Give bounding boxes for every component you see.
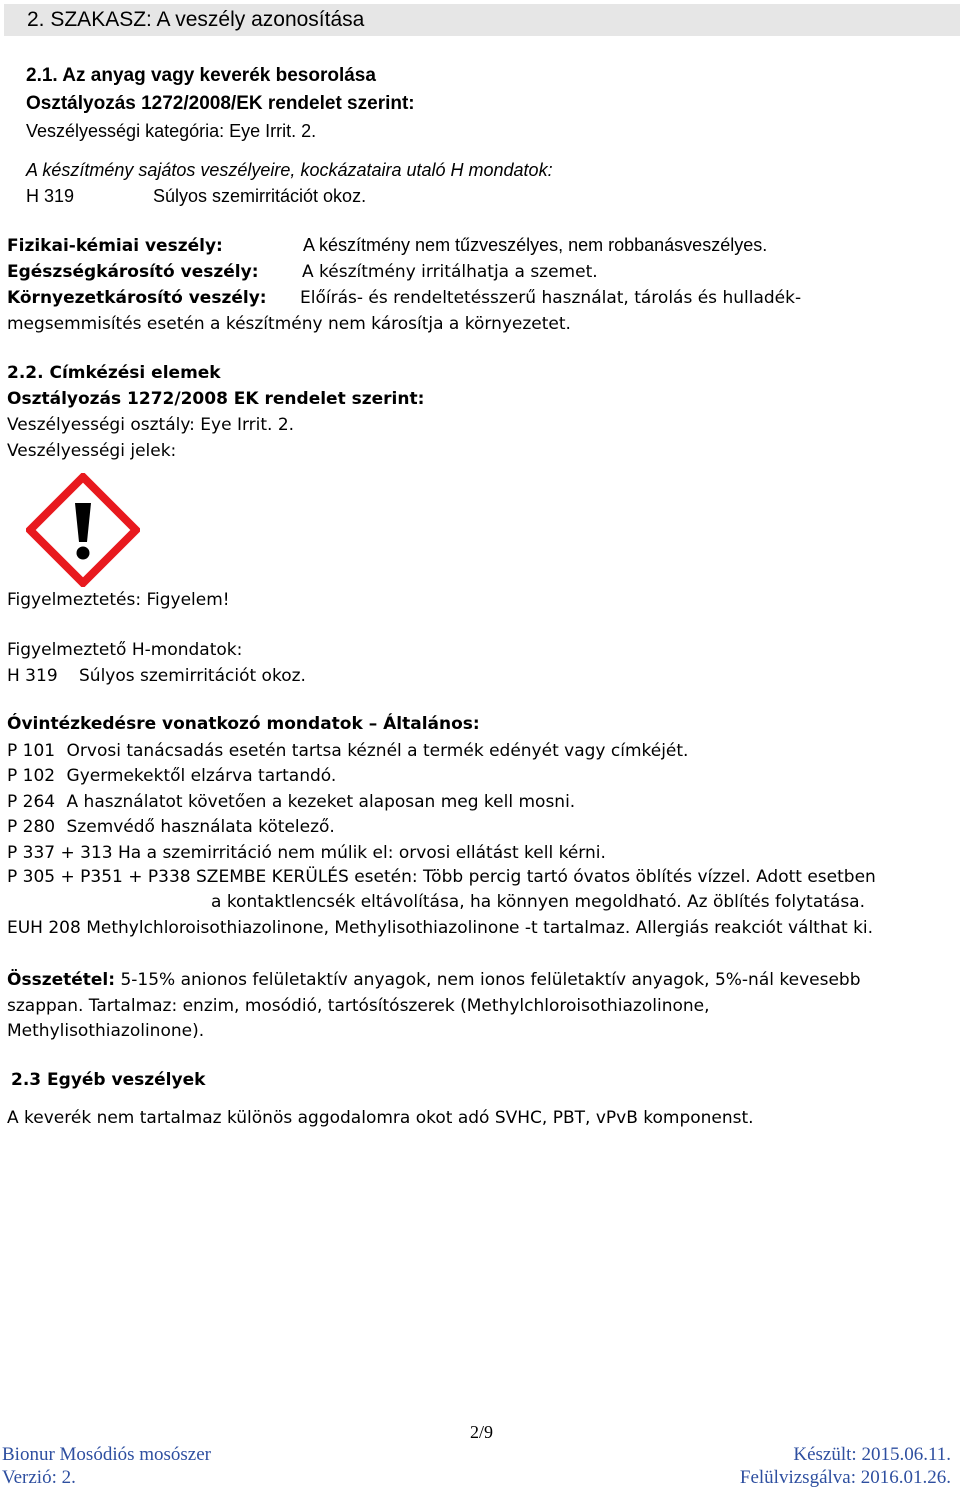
hazard-class: Veszélyességi osztály: Eye Irrit. 2. xyxy=(7,415,295,435)
classification-subheading: Osztályozás 1272/2008/EK rendelet szerint: xyxy=(26,93,415,114)
h-code: H 319 xyxy=(26,186,75,206)
footer-product-name: Bionur Mosódiós mosószer xyxy=(2,1444,211,1465)
composition-line-3: Methylisothiazolinone). xyxy=(7,1021,205,1041)
p-code: P 264 xyxy=(7,792,56,812)
p-statement xyxy=(7,843,606,863)
p-text: Orvosi tanácsadás esetén tartsa kéznél a termék edényét vagy címkéjét. xyxy=(66,741,689,761)
p-code: P 337 + 313 xyxy=(7,843,113,863)
p-code: P 280 xyxy=(7,817,56,837)
p-text: Szemvédő használata kötelező. xyxy=(66,817,335,837)
p-text: Gyermekektől elzárva tartandó. xyxy=(66,766,337,786)
h-statements-intro: A készítmény sajátos veszélyeire, kockázataira utaló H mondatok: xyxy=(26,160,553,180)
p-statement-continuation: a kontaktlencsék eltávolítása, ha könnyen megoldható. Az öblítés folytatása. xyxy=(211,892,866,912)
p-code: P 102 xyxy=(7,766,56,786)
section-header-bar xyxy=(4,4,960,36)
composition-text: 5-15% anionos felületaktív anyagok, nem ionos felületaktív anyagok, 5%-nál kevesebb xyxy=(120,970,861,990)
physical-hazard-label: Fizikai-kémiai veszély: xyxy=(7,236,223,256)
environmental-hazard-text-cont: megsemmisítés esetén a készítmény nem károsítja a környezetet. xyxy=(7,314,571,334)
composition-line-1 xyxy=(7,970,861,990)
section-2-1-heading: 2.1. Az anyag vagy keverék besorolása xyxy=(26,65,376,86)
h-text: Súlyos szemirritációt okoz. xyxy=(153,186,367,206)
labelling-subheading: Osztályozás 1272/2008 EK rendelet szerint: xyxy=(7,389,425,409)
footer-revised-date: Felülvizsgálva: 2016.01.26. xyxy=(739,1467,951,1488)
p-code: P 305 + P351 + P338 xyxy=(7,867,191,887)
hazard-category: Veszélyességi kategória: Eye Irrit. 2. xyxy=(26,121,317,141)
environmental-hazard-text: Előírás- és rendeltetésszerű használat, tárolás és hulladék- xyxy=(300,288,802,308)
footer-created-date: Készült: 2015.06.11. xyxy=(793,1444,951,1465)
p-statement xyxy=(7,792,575,812)
ghs07-exclamation-mark-icon xyxy=(26,473,140,587)
p-text: SZEMBE KERÜLÉS esetén: Több percig tartó óvatos öblítés vízzel. Adott esetben xyxy=(196,867,876,887)
page-number: 2/9 xyxy=(470,1422,494,1442)
section-2-3-heading: 2.3 Egyéb veszélyek xyxy=(11,1070,206,1090)
composition-line-2: szappan. Tartalmaz: enzim, mosódió, tartósítószerek (Methylchloroisothiazolinone, xyxy=(7,996,710,1016)
health-hazard-text: A készítmény irritálhatja a szemet. xyxy=(302,262,598,282)
signal-word: Figyelmeztetés: Figyelem! xyxy=(7,590,230,610)
precautionary-heading xyxy=(7,714,480,734)
precautionary-heading-dash: – xyxy=(368,714,378,734)
pictograms-label: Veszélyességi jelek: xyxy=(7,441,177,461)
precautionary-heading-general: Általános: xyxy=(383,714,480,734)
euh-statement: EUH 208 Methylchloroisothiazolinone, Methylisothiazolinone -t tartalmaz. Allergiás reakciót válthat ki. xyxy=(7,918,874,938)
precautionary-heading-text: Óvintézkedésre vonatkozó mondatok xyxy=(7,714,363,734)
section-title: 2. SZAKASZ: A veszély azonosítása xyxy=(27,8,365,31)
p-statement xyxy=(7,766,336,786)
p-statement xyxy=(7,741,688,761)
health-hazard-label: Egészségkárosító veszély: xyxy=(7,262,259,282)
h-statement-text: Súlyos szemirritációt okoz. xyxy=(79,666,306,686)
p-text: A használatot követően a kezeket alaposan meg kell mosni. xyxy=(66,792,576,812)
p-statement xyxy=(7,817,335,837)
composition-label: Összetétel: xyxy=(7,970,116,990)
section-2-2-heading: 2.2. Címkézési elemek xyxy=(7,363,221,383)
environmental-hazard-label: Környezetkárosító veszély: xyxy=(7,288,267,308)
p-statement xyxy=(7,867,876,887)
other-hazards-text: A keverék nem tartalmaz különös aggodalomra okot adó SVHC, PBT, vPvB komponenst. xyxy=(7,1108,754,1128)
h-statements-label: Figyelmeztető H-mondatok: xyxy=(7,640,243,660)
footer-version: Verzió: 2. xyxy=(2,1467,76,1488)
physical-hazard-text: A készítmény nem tűzveszélyes, nem robbanásveszélyes. xyxy=(303,235,768,255)
p-text: Ha a szemirritáció nem múlik el: orvosi ellátást kell kérni. xyxy=(118,843,606,863)
p-code: P 101 xyxy=(7,741,56,761)
h-statement-code: H 319 xyxy=(7,666,58,686)
